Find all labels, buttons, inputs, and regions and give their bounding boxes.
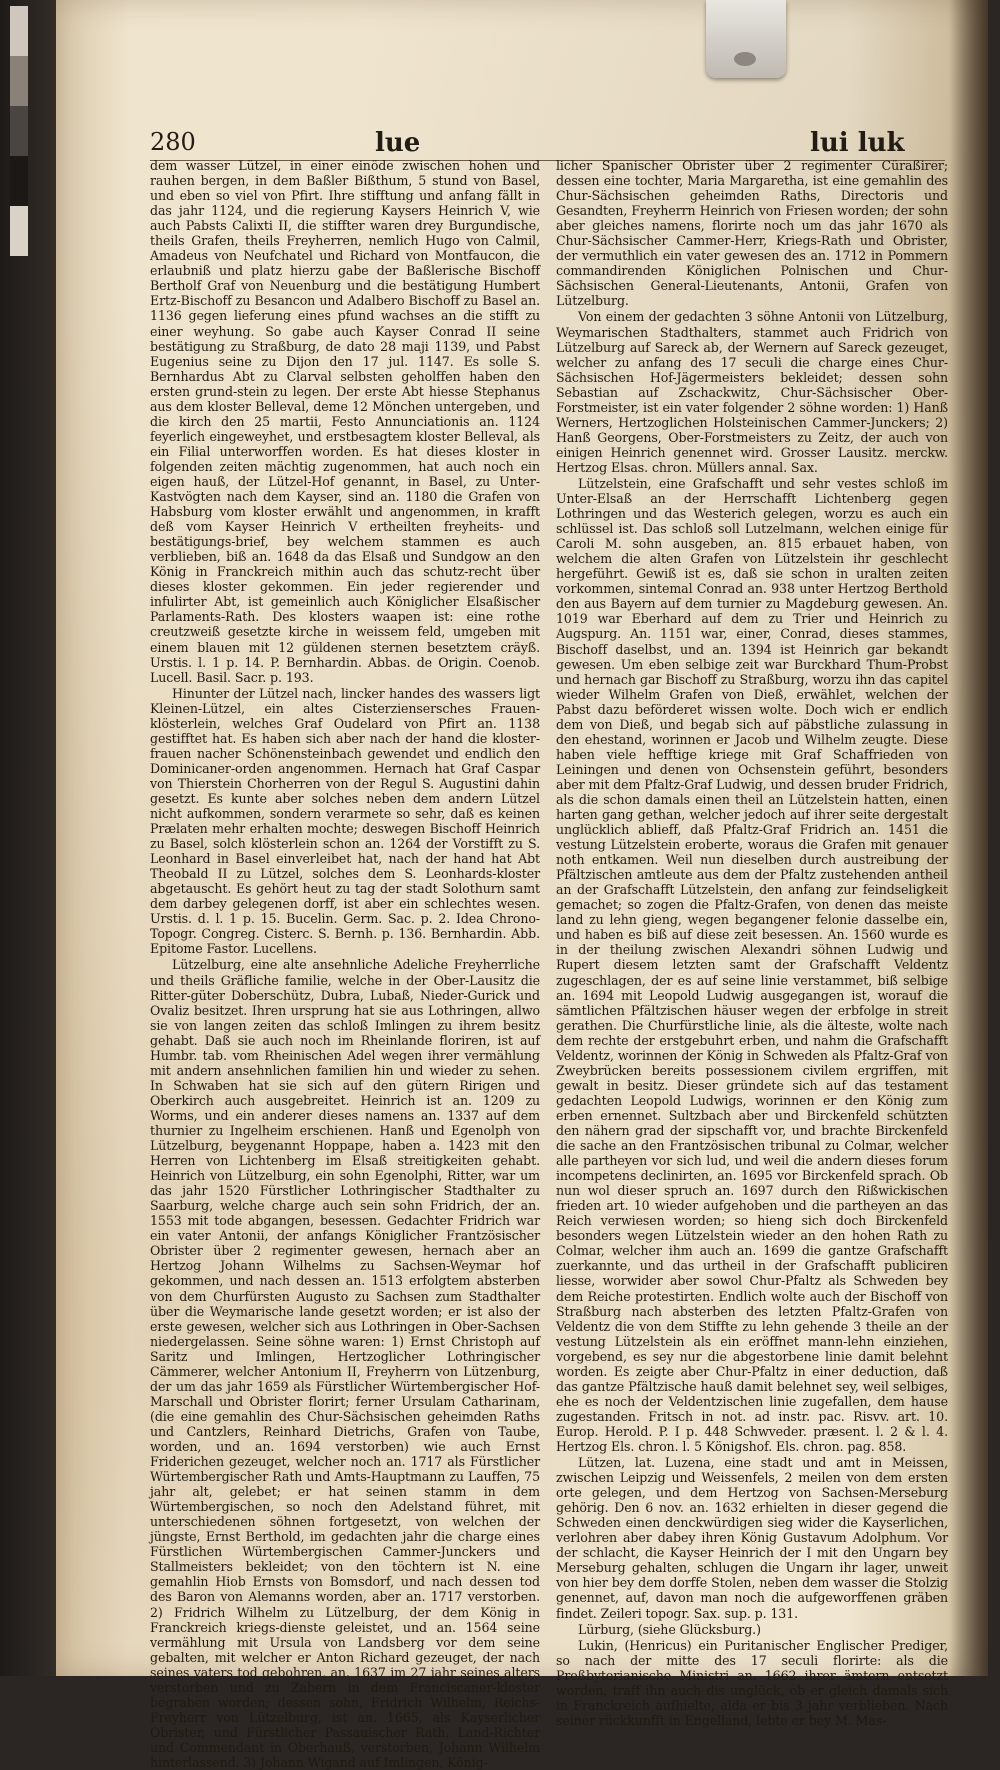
paragraph-lukin: Lukin, (Henricus) ein Puritanischer Englischer Prediger, so nach der mitte des 17 seculi florirte: als die Preßbyterianische Ministri an. 1662 ihrer ämtern entsetzt worden, traff ihn auch dis unglück, ob er gleich damals sich in Franckreich aufhielte, alda er bis 3 jahr verblieben. Nach seiner rückkunfft in Engelland, lebte er bey M. Mas-: [556, 1637, 948, 1728]
running-header: [150, 128, 930, 158]
paragraph-luetzelburg-sareck: Von einem der gedachten 3 söhne Antonii von Lützelburg, Weymarischen Stadthalters, stammet auch Fridrich von Lützelburg auf Sareck ab, der Wernern auf Sareck gezeuget, welcher zu anfang des 17 seculi die charge eines Chur-Sächsischen Hof-Jägermeisters bekleidet; dessen sohn Sebastian auf Zschackwitz, Chur-Sächsischer Ober-Forstmeister, ist ein vater folgender 2 söhne worden: 1) Hanß Werners, Hertzoglichen Holsteinischen Cammer-Junckers; 2) Hanß Georgens, Ober-Forstmeisters zu Zeitz, der auch von einigen Heinrich genennet wird. Grosser Lausitz. merckw. Hertzog Elsas. chron. Müllers annal. Sax.: [556, 309, 948, 475]
paragraph-luetzelstein: Lützelstein, eine Grafschafft und sehr vestes schloß im Unter-Elsaß an der Herrschafft Lichtenberg gegen Lothringen und das Westerich gelegen, worzu es auch ein schlüssel ist. Das schloß soll Lutzelmann, welchen einige für Caroli M. sohn ausgeben, an. 815 erbauet haben, von welchem die alten Grafen von Lützelstein ihr geschlecht hergeführt. Gewiß ist es, daß sie schon in uralten zeiten vorkommen, sintemal Conrad an. 938 unter Hertzog Berthold den aus Bayern auf dem turnier zu Magdeburg gewesen. An. 1019 war Eberhard auf dem zu Trier und Heinrich zu Augspurg. An. 1151 war, einer, Conrad, dieses stammes, Bischoff daselbst, und an. 1394 ist Heinrich gar bekandt gewesen. Um eben selbige zeit war Burckhard Thum-Probst und hernach gar Bischoff zu Straßburg, worzu ihn das capitel wieder Wilhelm Grafen von Dieß, erwählet, welchen der Pabst dazu beförderet wissen wolte. Doch wich er endlich dem von Dieß, und begab sich auf päbstliche zulassung in den ehestand, worinnen er Jacob und Wilhelm zeugte. Diese haben viele hefftige kriege mit Graf Schaffrieden von Leiningen und denen von Ochsenstein geführt, besonders aber mit dem Pfaltz-Graf Ludwig, und dessen bruder Fridrich, als die schon damals einen theil an Lützelstein hatten, einen harten gang gethan, welcher jedoch auf ihrer seite dergestalt unglücklich ablieff, daß Pfaltz-Graf Fridrich an. 1451 die vestung Lützelstein eroberte, woraus die Grafen mit genauer noth entkamen. Weil nun dieselben durch austreibung der Pfältzischen amtleute aus dem der Pfaltz zustehenden antheil an der Grafschafft Lützelstein, den anfang zur feindseligkeit gemachet; so zogen die Pfaltz-Grafen, von denen das meiste land zu lehn gieng, wegen begangener felonie dasselbe ein, und haben es biß auf diese zeit besessen. An. 1560 wurde es in der theilung zwischen Alexandri söhnen Ludwig und Rupert diesem letzten samt der Grafschafft Veldentz zugeschlagen, der es auf seine linie verstammet, biß selbige an. 1694 mit Leopold Ludwig ausgegangen ist, worauf die sämtlichen Pfältzischen häuser wegen der erbfolge in streit gerathen. Die Churfürstliche linie, als die älteste, wolte nach dem rechte der erstgebuhrt erben, und nahm die Grafschafft Veldentz, worinnen der König in Schweden als Pfaltz-Graf von Zweybrücken bereits possessionem civilem ergriffen, mit gewalt in besitz. Dieser gründete sich auf das testament gedachten Leopold Ludwigs, worinnen er den König zum erben ernennet. Sultzbach aber und Birckenfeld schützten den nähern grad der sipschafft vor, und brachte Birckenfeld die sache an den Frantzösischen tribunal zu Colmar, welcher alle partheyen vor sich lud, und weil die andern dieses forum incompetens declinirten, an. 1695 vor Birckenfeld sprach. Ob nun wol dieser spruch an. 1697 durch den Rißwickischen frieden art. 10 wieder aufgehoben und die partheyen an das Reich verwiesen worden; so hieng sich doch Birckenfeld besonders wegen Lützelstein wieder an den hohen Rath zu Colmar, welcher ihm auch an. 1699 die gantze Grafschafft zuerkannte, und das urtheil in der Grafschafft publiciren liesse, worwider aber sowol Chur-Pfaltz als Schweden bey dem Reiche protestirten. Endlich wolte auch der Bischoff von Straßburg nach absterben des letzten Pfaltz-Grafen von Veldentz die von dem Stiffte zu lehn gehende 3 theile an der vestung Lützelstein als ein eröffnet mann-lehn einziehen, vorgebend, es sey nur die abgestorbene linie damit belehnt worden. Es zeigte aber Chur-Pfaltz in einer deduction, daß das gantze Pfältzische hauß damit belehnet sey, weil selbiges, ehe es noch der Veldentzischen linie zugefallen, dem hause zugestanden. Fritsch in not. ad instr. pac. Risvv. art. 10. Europ. Herold. P. I p. 448 Schwveder. præsent. l. 2 & l. 4. Hertzog Els. chron. l. 5 Königshof. Els. chron. pag. 858.: [556, 475, 948, 1454]
paragraph-luetzen: Lützen, lat. Luzena, eine stadt und amt in Meissen, zwischen Leipzig und Weissenfels, 2 meilen von dem ersten orte gelegen, und dem Hertzog von Sachsen-Merseburg gehörig. Den 6 nov. an. 1632 erhielten in dieser gegend die Schweden einen denckwürdigen sieg wider die Kayserlichen, verlohren aber dabey ihren König Gustavum Adolphum. Vor der schlacht, die Kayser Heinrich der I mit den Ungarn bey Merseburg gehalten, schlugen die Ungarn ihr lager, unweit von hier bey dem dorffe Stolen, neben dem wasser die Stolzig genennet, auf, davon man noch die aufgeworffenen gräben findet. Zeileri topogr. Sax. sup. p. 131.: [556, 1455, 948, 1621]
right-column: [556, 158, 948, 1728]
page-edge-shadow: [948, 0, 988, 1676]
right-headwords: lui luk: [810, 128, 905, 158]
paragraph-luetzelburg-cont: licher Spanischer Obrister über 2 regimenter Cüraßirer; dessen eine tochter, Maria Margaretha, ist eine gemahlin des Chur-Sächsischen geheimden Raths, Directoris und Gesandten, Freyherrn Heinrich von Friesen worden; der sohn aber gleiches namens, florirte noch um das jahr 1670 als Chur-Sächsischer Cammer-Herr, Kriegs-Rath und Obrister, der vermuthlich ein vater gewesen des an. 1712 in Pommern commandirenden Königlichen Polnischen und Chur-Sächsischen General-Lieutenants, Antonii, Grafen von Lützelburg.: [556, 158, 948, 309]
paragraph-luetzel-cont: dem wasser Lützel, in einer einöde zwischen hohen und rauhen bergen, in dem Baßler Bißthum, 5 stund von Basel, und eben so viel von Pfirt. Ihre stifftung und anfang fällt in das jahr 1124, und die regierung Kaysers Heinrich V, wie auch Pabsts Calixti II, die stiffter waren drey Burgundische, theils Grafen, theils Freyherren, nemlich Hugo von Calmil, Amadeus von Neufchatel und Richard von Montfaucon, die erlaubniß und platz hierzu gabe der Baßlerische Bischoff Bertholf Graf von Neuenburg und die bestätigung Humbert Ertz-Bischoff zu Besancon und Adalbero Bischoff zu Basel an. 1136 gegen lieferung eines pfund wachses an die stifft zu einer weyhung. So gabe auch Kayser Conrad II seine bestätigung zu Straßburg, de dato 28 maji 1139, und Pabst Eugenius seine zu Dijon den 17 jul. 1147. Es solle S. Bernhardus Abt zu Clarval selbsten geholffen haben den ersten grund-stein zu legen. Der erste Abt hiesse Stephanus aus dem kloster Belleval, deme 12 Mönchen untergeben, und die kirch den 25 martii, Festo Annunciationis an. 1124 feyerlich eingeweyhet, und erstbesagtem kloster Belleval, als ein Filial unterworffen worden. Es hat dieses kloster in folgenden zeiten mächtig zugenommen, hat auch noch ein eigen hauß, der Lützel-Hof genannt, in Basel, zu Unter-Kastvögten nach dem Kayser, sind an. 1180 die Grafen von Habsburg vom kloster erwählt und angenommen, in krafft deß vom Kayser Heinrich V ertheilten freyheits- und bestätigungs-brief, bey welchem stammen es auch verblieben, biß an. 1648 da das Elsaß und Sundgow an den König in Franckreich mithin auch das schutz-recht über dieses kloster gekommen. Ein jeder regierender und infulirter Abt, ist gemeinlich auch Königlicher Elsaßischer Parlaments-Rath. Des klosters waapen ist: eine rothe creutzweiß gesetzte kirche in weissem feld, umgeben mit einem blauen mit 12 güldenen sternen besetztem cräyß. Urstis. l. 1 p. 14. P. Bernhardin. Abbas. de Origin. Coenob. Lucell. Basil. Sacr. p. 193.: [150, 158, 540, 685]
paragraph-luetzelburg: Lützelburg, eine alte ansehnliche Adeliche Freyherrliche und theils Gräfliche familie, welche in der Ober-Lausitz die Ritter-güter Doberschütz, Dubra, Lubaß, Nieder-Gurick und Ovaliz besitzet. Ihren ursprung hat sie aus Lothringen, allwo sie von langen zeiten das schloß Imlingen zu ihrem besitz gehabt. Daß sie auch noch im Rheinlande floriren, ist auf Humbr. tab. vom Rheinischen Adel wegen ihrer vermählung mit andern ansehnlichen familien hin und wieder zu sehen. In Schwaben hat sie sich auf den gütern Ririgen und Oberkirch auch ausgebreitet. Heinrich ist an. 1209 zu Worms, und ein anderer dieses namens an. 1337 auf dem thurnier zu Ingelheim erschienen. Hanß und Egenolph von Lützelburg, beygenannt Hoppape, haben a. 1423 mit den Herren von Lichtenberg im Elsaß streitigkeiten gehabt. Heinrich von Lützelburg, ein sohn Egenolphi, Ritter, war um das jahr 1520 Fürstlicher Lothringischer Stadthalter zu Saarburg, welche charge auch sein sohn Fridrich, der an. 1553 mit tode abgangen, besessen. Gedachter Fridrich war ein vater Antonii, der anfangs Königlicher Frantzösischer Obrister über 2 regimenter gewesen, hernach aber an Hertzog Johann Wilhelms zu Sachsen-Weymar hof gekommen, und nach dessen an. 1513 erfolgtem absterben von dem Churfürsten Augusto zu Sachsen zum Stadthalter über die Weymarische lande gesetzt worden; er ist also der erste gewesen, welcher sich aus Lothringen in Ober-Sachsen niedergelassen. Seine söhne waren: 1) Ernst Christoph auf Saritz und Imlingen, Hertzoglicher Lothringischer Cämmerer, welcher Antonium II, Freyherrn von Lützenburg, der um das jahr 1659 als Fürstlicher Würtembergischer Hof-Marschall und Obrister florirt; ferner Ursulam Catharinam, (die eine gemahlin des Chur-Sächsischen geheimden Raths und Cantzlers, Reinhard Dietrichs, Grafen von Taube, worden, und an. 1694 verstorben) wie auch Ernst Friderichen gezeuget, welcher noch an. 1717 als Fürstlicher Würtembergischer Rath und Amts-Hauptmann zu Lauffen, 75 jahr alt, gelebet; er hat seinen stamm in dem Würtembergischen, so noch den Adelstand führet, mit unterschiedenen söhnen fortgesetzt, von welchen der jüngste, Ernst Berthold, im gedachten jahr die charge eines Fürstlichen Würtembergischen Cammer-Junckers und Stallmeisters bekleidet; von den töchtern ist N. eine gemahlin Hiob Ernsts von Bomsdorf, und nach dessen tod des Baron von Alemanns worden, aber an. 1717 verstorben. 2) Fridrich Wilhelm zu Lützelburg, der dem König in Franckreich kriegs-dienste geleistet, und an. 1564 seine vermählung mit Ursula von Landsberg vor dem seine gebalten, mit welcher er Anton Richard gezeuget, der nach seines vaters tod gebohren, an. 1637 im 27 jahr seines alters verstorben und zu Zabern in dem Franciscaner-kloster begraben worden; dessen sohn, Fridrich Wilhelm, Reichs-Freyherr von Lützelburg, ist an. 1665, als Kayserlicher Obrister, und Fürstlicher Passauischer Rath, Land-Richter und Commendant in Oberhauß, verstorben, Johann Wilhelm hinterlassend. 3) Johann Wigand auf Imlingen, König-: [150, 957, 540, 1770]
paragraph-kleinen-luetzel: Hinunter der Lützel nach, lincker handes des wassers ligt Kleinen-Lützel, ein altes Cisterziensersches Frauen-klösterlein, welches Graf Oudelard von Pfirt an. 1138 gestifftet hat. Es haben sich aber nach der hand die kloster-frauen nacher Schönensteinbach gewendet und endlich den Dominicaner-orden angenommen. Hernach hat Graf Caspar von Thierstein Chorherren von der Regul S. Augustini dahin gesetzt. Es kunte aber solches neben dem andern Lützel nicht aufkommen, sondern verarmete so sehr, daß es keinen Prælaten mehr erhalten mochte; deswegen Bischoff Heinrich zu Basel, solch klösterlein schon an. 1264 der Vorstifft zu S. Leonhard in Basel einverleibet hat, nach der hand hat Abt Theobald II zu Lützel, solches dem S. Leonhards-kloster abgetauscht. Es gehört heut zu tag der stadt Solothurn samt dem darbey gelegenen dorff, ist aber ein schlechtes wesen. Urstis. d. l. 1 p. 15. Bucelin. Germ. Sac. p. 2. Idea Chrono-Topogr. Congreg. Cisterc. S. Bernh. p. 136. Bernhardin. Abb. Epitome Fastor. Lucellens.: [150, 685, 540, 957]
left-column: [150, 158, 540, 1770]
color-calibration-strip: [10, 6, 28, 256]
page-number: 280: [150, 128, 196, 156]
paragraph-luerburg: Lürburg, (siehe Glücksburg.): [578, 1621, 761, 1637]
page-clip: [706, 0, 786, 78]
left-headword: lue: [375, 128, 421, 158]
